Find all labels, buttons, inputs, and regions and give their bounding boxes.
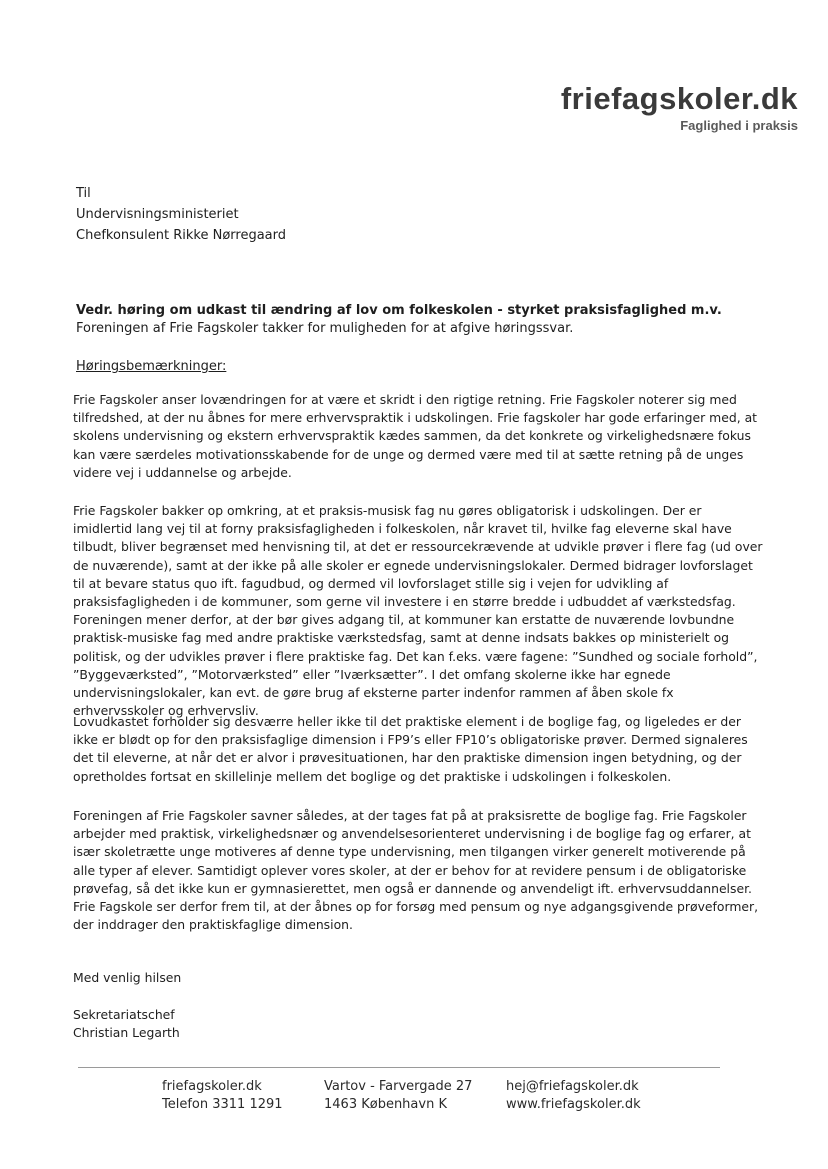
closing-greeting: Med venlig hilsen	[73, 970, 182, 985]
signer-name: Christian Legarth	[73, 1025, 180, 1040]
footer-email: hej@friefagskoler.dk	[506, 1079, 639, 1094]
subject-block	[76, 302, 756, 338]
footer-address-column	[324, 1078, 472, 1114]
body-paragraph: Frie Fagskoler anser lovændringen for at være et skridt i den rigtige retning. Frie Fagskoler noterer sig med tilfredshed, at der nu åbnes for mere erhvervspraktik i udskolingen. Frie fagskoler har gode erfaringer med, at skolens undervisning og ekstern erhvervspraktik kædes sammen, da det konkrete og virkelighedsnære fokus kan være særdeles motivationsskabende for de unge og dermed være med til at sætte retning på de unges videre vej i uddannelse og arbejde.	[73, 392, 758, 480]
recipient-line: Undervisningsministeriet	[76, 207, 239, 222]
section-heading: Høringsbemærkninger:	[76, 359, 227, 374]
logo-tagline: Faglighed i praksis	[680, 118, 798, 133]
footer-website: friefagskoler.dk	[162, 1079, 262, 1094]
footer-city: 1463 København K	[324, 1097, 447, 1112]
footer-phone: Telefon 3311 1291	[162, 1097, 283, 1112]
logo	[561, 82, 798, 133]
recipient-line: Chefkonsulent Rikke Nørregaard	[76, 228, 287, 243]
subject-title: Vedr. høring om udkast til ændring af lov om folkeskolen - styrket praksisfaglighed m.v.	[76, 303, 722, 318]
signature-block	[73, 1006, 180, 1042]
footer-contact-column	[162, 1078, 283, 1114]
footer-online-column	[506, 1078, 641, 1114]
signer-title: Sekretariatschef	[73, 1007, 175, 1022]
footer-divider	[78, 1067, 720, 1068]
logo-wordmark: friefagskoler.dk	[560, 81, 798, 116]
footer-url: www.friefagskoler.dk	[506, 1097, 641, 1112]
subject-intro: Foreningen af Frie Fagskoler takker for muligheden for at afgive høringssvar.	[76, 321, 574, 336]
body-paragraph: Frie Fagskoler bakker op omkring, at et praksis-musisk fag nu gøres obligatorisk i udskolingen. Der er imidlertid lang vej til at forny praksisfagligheden i folkeskolen, når kravet til, hvilke fag eleverne skal have tilbudt, bliver begrænset med henvisning til, at det er ressourcekrævende at udvikle prøver i flere fag (ud over de nuværende), samt at der ikke på alle skoler er egnede undervisningslokaler. Dermed bidrager lovforslaget til at bevare status quo ift. fagudbud, og dermed vil lovforslaget stille sig i vejen for udvikling af praksisfagligheden i de kommuner, som gerne vil investere i en større bredde i udbuddet af værkstedsfag. Foreningen mener derfor, at der bør gives adgang til, at kommuner kan erstatte de nuværende lovbundne praktisk-musiske fag med andre praktiske værkstedsfag, samt at denne indsats bakkes op ministerielt og politisk, og der udvikles prøver i flere praktiske fag. Det kan f.eks. være fagene: ”Sundhed og sociale forhold”, ”Byggeværksted”, ”Motorværksted” eller ”Iværksætter”. I det omfang skolerne ikke har egnede undervisningslokaler, kan evt. de gøre brug af eksterne parter indenfor rammen af åben skole fx erhvervsskoler og erhvervsliv.	[73, 503, 763, 719]
footer-street: Vartov - Farvergade 27	[324, 1079, 473, 1094]
recipient-line: Til	[76, 186, 91, 201]
body-paragraph: Foreningen af Frie Fagskoler savner således, at der tages fat på at praksisrette de boglige fag. Frie Fagskoler arbejder med praktisk, virkelighedsnær og anvendelsesorienteret undervisning i de boglige fag og erfarer, at især skoletrætte unge motiveres af denne type undervisning, men tilgangen virker generelt motiverende på alle typer af elever. Samtidigt oplever vores skoler, at der er behov for at revidere pensum i de obligatoriske prøvefag, så det ikke kun er gymnasierettet, men også er dannende og anvendeligt ift. erhvervsuddannelser. Frie Fagskole ser derfor frem til, at der åbnes op for forsøg med pensum og nye adgangsgivende prøveformer, der inddrager den praktiskfaglige dimension.	[73, 808, 759, 933]
recipient-block	[76, 183, 286, 246]
body-paragraph: Lovudkastet forholder sig desværre heller ikke til det praktiske element i de boglige fag, og ligeledes er der ikke er blødt op for den praksisfaglige dimension i FP9’s eller FP10’s obligatoriske prøver. Dermed signaleres det til eleverne, at når det er alvor i prøvesituationen, har den praktiske dimension ingen betydning, og der opretholdes fortsat en skillelinje mellem det boglige og det praktiske i udskolingen i folkeskolen.	[73, 714, 748, 784]
